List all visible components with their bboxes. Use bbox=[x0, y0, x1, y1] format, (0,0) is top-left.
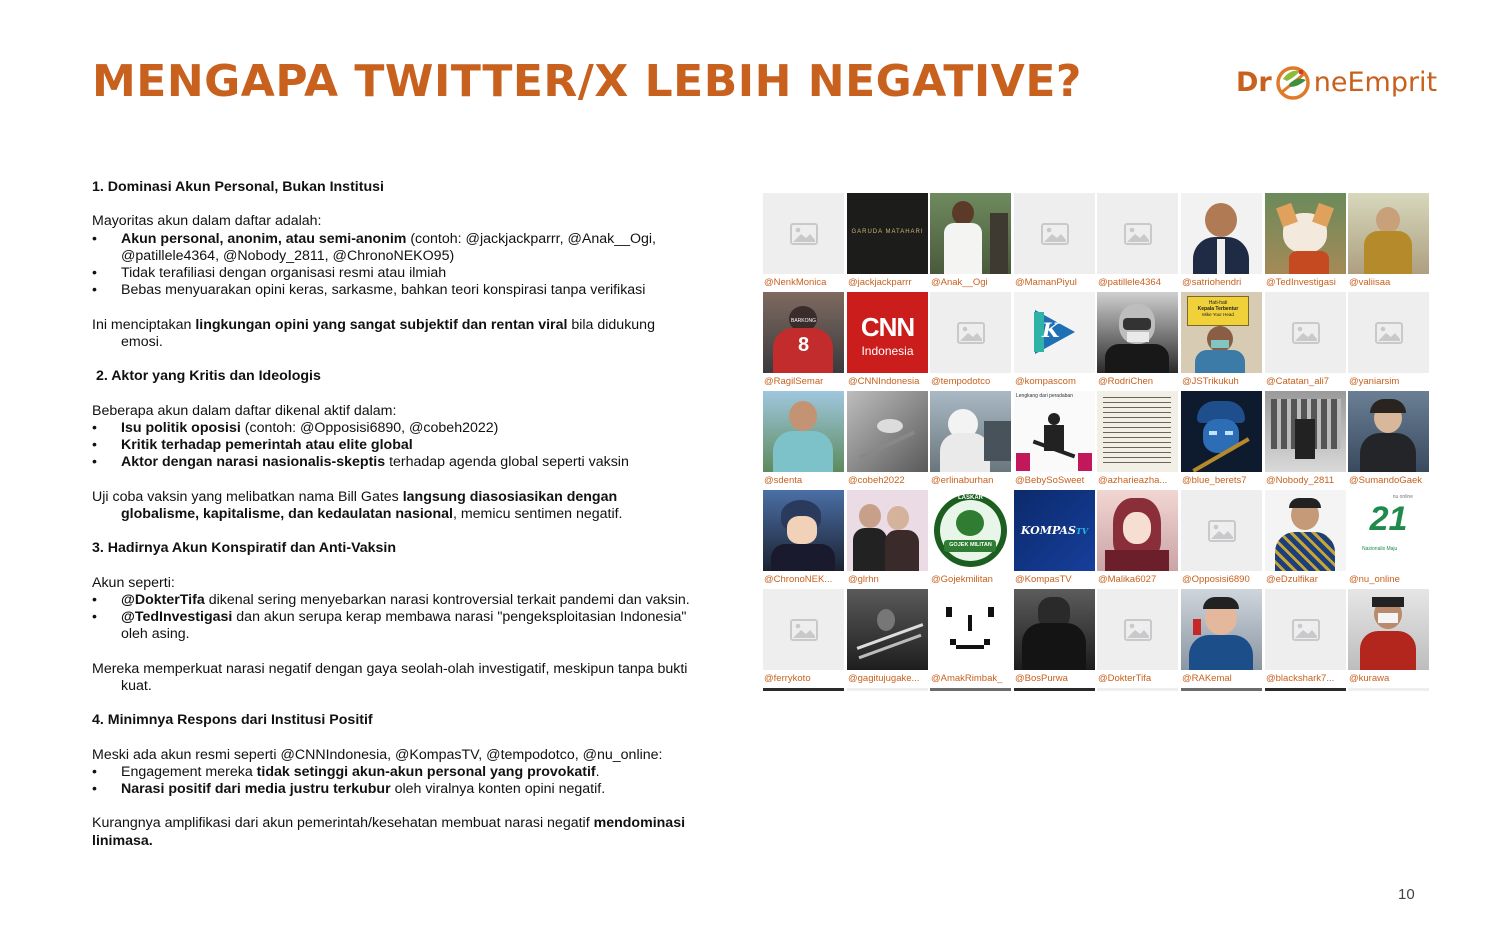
account-tile bbox=[1348, 292, 1429, 388]
avatar-placeholder bbox=[1348, 292, 1429, 373]
avatar-row-cutoff bbox=[930, 688, 1011, 691]
account-tile bbox=[1181, 391, 1262, 487]
account-tile bbox=[930, 589, 1011, 685]
avatar: nu online 21 Nasionalis Maju bbox=[1348, 490, 1429, 571]
avatar-placeholder bbox=[1265, 589, 1346, 670]
account-tile bbox=[1348, 490, 1429, 586]
account-handle: @azharieazha... bbox=[1098, 475, 1168, 486]
account-tile bbox=[930, 391, 1011, 487]
account-handle: @gagitujugake... bbox=[848, 673, 920, 684]
account-tile bbox=[1265, 589, 1346, 685]
image-placeholder-icon bbox=[1124, 619, 1152, 641]
avatar bbox=[847, 589, 928, 670]
account-tile bbox=[1181, 589, 1262, 685]
account-tile bbox=[847, 589, 928, 685]
avatar-placeholder bbox=[1097, 589, 1178, 670]
page-number: 10 bbox=[1398, 886, 1415, 903]
account-tile bbox=[1348, 589, 1429, 685]
account-handle: @RagilSemar bbox=[764, 376, 824, 387]
account-tile bbox=[930, 193, 1011, 289]
account-tile bbox=[763, 490, 844, 586]
account-handle: @blackshark7... bbox=[1266, 673, 1335, 684]
account-handle: @yaniarsim bbox=[1349, 376, 1400, 387]
avatar-row-cutoff bbox=[847, 688, 928, 691]
account-handle: @cobeh2022 bbox=[848, 475, 905, 486]
account-handle: @valiisaa bbox=[1349, 277, 1391, 288]
section-intro: Akun seperti: bbox=[92, 574, 175, 591]
account-handle: @AmakRimbak_ bbox=[931, 673, 1003, 684]
avatar: LASKAR GOJEK MILITAN bbox=[930, 490, 1011, 571]
account-handle: @Malika6027 bbox=[1098, 574, 1157, 585]
droneemprit-logo bbox=[1236, 54, 1436, 110]
account-tile bbox=[1097, 589, 1178, 685]
avatar bbox=[930, 391, 1011, 472]
avatar bbox=[1265, 490, 1346, 571]
account-tile bbox=[1181, 490, 1262, 586]
account-handle: @JSTrikukuh bbox=[1182, 376, 1239, 387]
avatar bbox=[1181, 589, 1262, 670]
account-handle: @CNNIndonesia bbox=[848, 376, 920, 387]
bullet-item: • @TedInvestigasi dan akun serupa kerap membawa narasi "pengeksploitasian Indonesia" oleh asing. bbox=[92, 608, 687, 643]
account-handle: @MamanPiyul bbox=[1015, 277, 1077, 288]
avatar: KOMPASTV bbox=[1014, 490, 1095, 571]
section-intro: Beberapa akun dalam daftar dikenal aktif dalam: bbox=[92, 402, 397, 419]
account-handle: @sdenta bbox=[764, 475, 803, 486]
logo-text-dr: Dr bbox=[1236, 66, 1272, 98]
section-heading: 3. Hadirnya Akun Konspiratif dan Anti-Vaksin bbox=[92, 540, 397, 557]
account-handle: @Opposisi6890 bbox=[1182, 574, 1250, 585]
bullet-item: • Isu politik oposisi (contoh: @Opposisi6890, @cobeh2022) bbox=[92, 419, 499, 436]
avatar bbox=[1181, 391, 1262, 472]
account-tile bbox=[847, 490, 928, 586]
avatar bbox=[1348, 589, 1429, 670]
image-placeholder-icon bbox=[1292, 619, 1320, 641]
account-handle: @DokterTifa bbox=[1098, 673, 1152, 684]
section-intro: Meski ada akun resmi seperti @CNNIndonesia, @KompasTV, @tempodotco, @nu_online: bbox=[92, 746, 663, 763]
avatar-placeholder bbox=[1097, 193, 1178, 274]
avatar-placeholder bbox=[930, 292, 1011, 373]
avatar bbox=[847, 391, 928, 472]
account-tile bbox=[1097, 391, 1178, 487]
bullet-item: • Akun personal, anonim, atau semi-anonim (contoh: @jackjackparrr, @Anak__Ogi, @patillele4364, @Nobody_2811, @ChronoNEKO95) bbox=[92, 230, 656, 264]
image-placeholder-icon bbox=[790, 223, 818, 245]
account-tile bbox=[847, 391, 928, 487]
account-handle: @erlinaburhan bbox=[931, 475, 994, 486]
section-heading: 1. Dominasi Akun Personal, Bukan Institusi bbox=[92, 179, 384, 195]
avatar-placeholder bbox=[763, 589, 844, 670]
account-handle: @BosPurwa bbox=[1015, 673, 1068, 684]
section-heading: 4. Minimnya Respons dari Institusi Positif bbox=[92, 712, 373, 729]
account-tile bbox=[763, 193, 844, 289]
bullet-item: • Kritik terhadap pemerintah atau elite global bbox=[92, 436, 413, 453]
account-tile bbox=[1348, 193, 1429, 289]
account-handle: @kompascom bbox=[1015, 376, 1076, 387]
bullet-item: • Aktor dengan narasi nasionalis-skeptis terhadap agenda global seperti vaksin bbox=[92, 454, 629, 471]
avatar-row-cutoff bbox=[1265, 688, 1346, 691]
account-tile bbox=[1014, 193, 1095, 289]
account-handle: @Gojekmilitan bbox=[931, 574, 993, 585]
account-handle: @TedInvestigasi bbox=[1266, 277, 1336, 288]
avatar: K bbox=[1014, 292, 1095, 373]
avatar-placeholder bbox=[763, 193, 844, 274]
avatar: GARUDA MATAHARI bbox=[847, 193, 928, 274]
avatar: Lengkang dari peradaban bbox=[1014, 391, 1095, 472]
avatar-row-cutoff bbox=[1014, 688, 1095, 691]
account-handle: @glrhn bbox=[848, 574, 879, 585]
account-tile bbox=[930, 292, 1011, 388]
avatar bbox=[1181, 193, 1262, 274]
account-tile bbox=[1014, 490, 1095, 586]
avatar-row-cutoff bbox=[1348, 688, 1429, 691]
account-handle: @kurawa bbox=[1349, 673, 1390, 684]
avatar bbox=[1097, 490, 1178, 571]
account-handle: @RAKemal bbox=[1182, 673, 1232, 684]
avatar bbox=[930, 193, 1011, 274]
avatar-row-cutoff bbox=[1097, 688, 1178, 691]
account-handle: @SumandoGaek bbox=[1349, 475, 1423, 486]
account-tile bbox=[763, 391, 844, 487]
avatar-placeholder bbox=[1014, 193, 1095, 274]
account-handle: @ChronoNEK... bbox=[764, 574, 833, 585]
account-handle: @nu_online bbox=[1349, 574, 1400, 585]
bullet-item: • @DokterTifa dikenal sering menyebarkan narasi kontroversial terkait pandemi dan vaksin. bbox=[92, 591, 690, 608]
account-handle: @RodriChen bbox=[1098, 376, 1154, 387]
account-handle: @Anak__Ogi bbox=[931, 277, 988, 288]
avatar bbox=[1348, 391, 1429, 472]
avatar bbox=[930, 589, 1011, 670]
body-text bbox=[92, 179, 712, 850]
account-tile bbox=[847, 292, 928, 388]
avatar: Hati-hati Kepala Terbentur Mike Your Head bbox=[1181, 292, 1262, 373]
drone-bird-logo-icon bbox=[1273, 62, 1313, 102]
image-placeholder-icon bbox=[1375, 322, 1403, 344]
account-tile bbox=[1265, 490, 1346, 586]
page-title: MENGAPA TWITTER/X LEBIH NEGATIVE? bbox=[92, 56, 1082, 107]
section-paragraph: Mereka memperkuat narasi negatif dengan gaya seolah-olah investigatif, meskipun tanpa bukti kuat. bbox=[92, 660, 688, 694]
avatar: CNN Indonesia bbox=[847, 292, 928, 373]
section-intro: Mayoritas akun dalam daftar adalah: bbox=[92, 213, 322, 230]
account-handle: @tempodotco bbox=[931, 376, 991, 387]
account-tile bbox=[1014, 292, 1095, 388]
account-handle: @Nobody_2811 bbox=[1266, 475, 1335, 486]
account-handle: @Catatan_ali7 bbox=[1266, 376, 1329, 387]
account-tile bbox=[1097, 193, 1178, 289]
avatar bbox=[1097, 391, 1178, 472]
avatar: BARKONG 8 bbox=[763, 292, 844, 373]
avatar bbox=[1097, 292, 1178, 373]
account-handle: @blue_berets7 bbox=[1182, 475, 1247, 486]
account-tile bbox=[1265, 193, 1346, 289]
account-handle: @BebySoSweet bbox=[1015, 475, 1085, 486]
image-placeholder-icon bbox=[957, 322, 985, 344]
image-placeholder-icon bbox=[1292, 322, 1320, 344]
bullet-item: • Engagement mereka tidak setinggi akun-akun personal yang provokatif. bbox=[92, 763, 600, 780]
logo-text-emprit: neEmprit bbox=[1313, 66, 1438, 98]
account-tile bbox=[763, 589, 844, 685]
bullet-item: • Narasi positif dari media justru terkubur oleh viralnya konten opini negatif. bbox=[92, 780, 606, 797]
avatar-row-cutoff bbox=[763, 688, 844, 691]
avatar-row-cutoff bbox=[1181, 688, 1262, 691]
account-handle: @jackjackparrr bbox=[848, 277, 912, 288]
account-handle: @patillele4364 bbox=[1098, 277, 1161, 288]
avatar bbox=[1265, 391, 1346, 472]
account-tile bbox=[1014, 391, 1095, 487]
avatar-placeholder bbox=[1181, 490, 1262, 571]
bullet-item: • Bebas menyuarakan opini keras, sarkasme, bahkan teori konspirasi tanpa verifikasi bbox=[92, 282, 646, 299]
image-placeholder-icon bbox=[1124, 223, 1152, 245]
account-handle: @NenkMonica bbox=[764, 277, 827, 288]
section-heading: 2. Aktor yang Kritis dan Ideologis bbox=[92, 368, 321, 385]
image-placeholder-icon bbox=[1041, 223, 1069, 245]
avatar bbox=[1348, 193, 1429, 274]
section-paragraph: Kurangnya amplifikasi dari akun pemerintah/kesehatan membuat narasi negatif mendominasi linimasa. bbox=[92, 815, 686, 849]
account-handle: @satriohendri bbox=[1182, 277, 1242, 288]
avatar bbox=[847, 490, 928, 571]
account-tile bbox=[1097, 292, 1178, 388]
avatar bbox=[763, 391, 844, 472]
account-tile bbox=[1265, 391, 1346, 487]
account-handle: @KompasTV bbox=[1015, 574, 1072, 585]
avatar bbox=[763, 490, 844, 571]
avatar bbox=[1265, 193, 1346, 274]
account-handle: @eDzulfikar bbox=[1266, 574, 1318, 585]
image-placeholder-icon bbox=[790, 619, 818, 641]
account-tile bbox=[847, 193, 928, 289]
bullet-item: • Tidak terafiliasi dengan organisasi resmi atau ilmiah bbox=[92, 265, 447, 281]
section-paragraph: Ini menciptakan lingkungan opini yang sangat subjektif dan rentan viral bila didukung emosi. bbox=[92, 316, 655, 350]
avatar-placeholder bbox=[1265, 292, 1346, 373]
account-handle: @ferrykoto bbox=[764, 673, 811, 684]
account-avatar-grid bbox=[763, 193, 1431, 691]
account-tile bbox=[1181, 193, 1262, 289]
account-tile bbox=[1265, 292, 1346, 388]
avatar bbox=[1014, 589, 1095, 670]
section-paragraph: Uji coba vaksin yang melibatkan nama Bill Gates langsung diasosiasikan dengan globalisme, kapitalisme, dan kedaulatan nasional, memicu sentimen negatif. bbox=[92, 488, 623, 522]
image-placeholder-icon bbox=[1208, 520, 1236, 542]
account-tile bbox=[1181, 292, 1262, 388]
account-tile bbox=[763, 292, 844, 388]
account-tile bbox=[1097, 490, 1178, 586]
account-tile bbox=[1014, 589, 1095, 685]
account-tile bbox=[1348, 391, 1429, 487]
account-tile bbox=[930, 490, 1011, 586]
